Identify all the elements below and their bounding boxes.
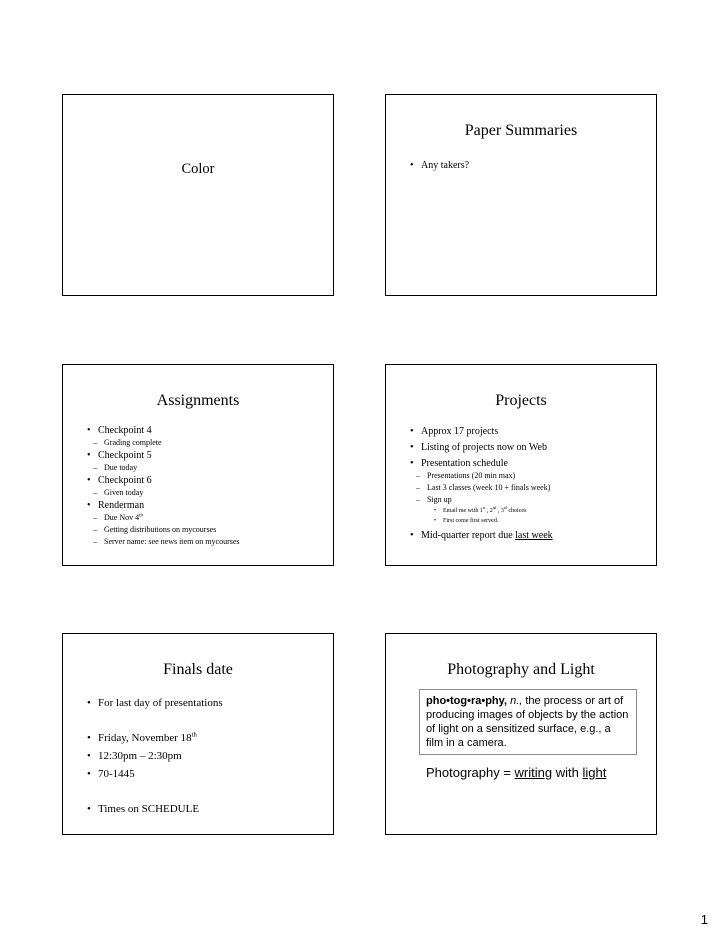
sub-item: – Due today bbox=[87, 462, 325, 474]
list-item: • For last day of presentations bbox=[81, 696, 325, 710]
bullet-list bbox=[81, 696, 325, 816]
slide-title: Projects bbox=[495, 392, 547, 409]
slide-title: Photography and Light bbox=[447, 661, 595, 678]
list-item: • Checkpoint 5 bbox=[81, 449, 325, 462]
list-item: • Times on SCHEDULE bbox=[81, 802, 325, 816]
bullet-list bbox=[81, 424, 325, 548]
photography-equation: Photography = writing with light bbox=[426, 765, 607, 780]
list-item: • Any takers? bbox=[404, 159, 648, 172]
sub-item: – Presentations (20 min max) bbox=[410, 470, 648, 482]
list-item: • Approx 17 projects bbox=[404, 425, 648, 438]
list-item: • Renderman bbox=[81, 499, 325, 512]
sub-item: – Last 3 classes (week 10 + finals week) bbox=[410, 482, 648, 494]
slide-title: Finals date bbox=[163, 661, 233, 678]
sub-item: – Given today bbox=[87, 487, 325, 499]
sub-item: – Grading complete bbox=[87, 437, 325, 449]
sub-item: – Due Nov 4th bbox=[87, 512, 325, 524]
sub-item: – Getting distributions on mycourses bbox=[87, 524, 325, 536]
definition-pos: n., bbox=[510, 695, 523, 707]
slide-finals-date bbox=[62, 633, 334, 835]
underlined-text: last week bbox=[515, 530, 553, 541]
list-item: • Mid-quarter report due last week bbox=[404, 529, 648, 542]
page-number: 1 bbox=[700, 912, 708, 927]
list-item: • Friday, November 18th bbox=[81, 731, 325, 745]
bullet-list bbox=[404, 425, 648, 542]
sub-sub-item: • Email me with 1st , 2nd , 3rd choices bbox=[433, 506, 648, 516]
list-item: • Presentation schedule bbox=[404, 457, 648, 470]
list-item: • Checkpoint 4 bbox=[81, 424, 325, 437]
definition-term: pho•tog•ra•phy, bbox=[426, 695, 508, 707]
slide-title: Color bbox=[181, 161, 215, 177]
slide-color bbox=[62, 94, 334, 296]
sub-sub-item: • First come first served. bbox=[433, 516, 648, 526]
slide-photography-and-light bbox=[385, 633, 657, 835]
list-item: • 70-1445 bbox=[81, 767, 325, 781]
slide-projects bbox=[385, 364, 657, 566]
definition-text: the process or art of producing images of objects by the action of light on a sensitized surface, e.g., a film in a camera. bbox=[426, 695, 629, 749]
slide-assignments bbox=[62, 364, 334, 566]
list-item: • 12:30pm – 2:30pm bbox=[81, 749, 325, 763]
bullet-list bbox=[404, 159, 648, 172]
list-item: • Checkpoint 6 bbox=[81, 474, 325, 487]
slide-title: Assignments bbox=[156, 392, 240, 409]
sub-item: – Sign up bbox=[410, 494, 648, 506]
list-item: • Listing of projects now on Web bbox=[404, 441, 648, 454]
sub-item: – Server name: see news item on mycourses bbox=[87, 536, 325, 548]
slide-title: Paper Summaries bbox=[464, 122, 578, 139]
definition-box bbox=[419, 689, 637, 755]
slide-paper-summaries bbox=[385, 94, 657, 296]
